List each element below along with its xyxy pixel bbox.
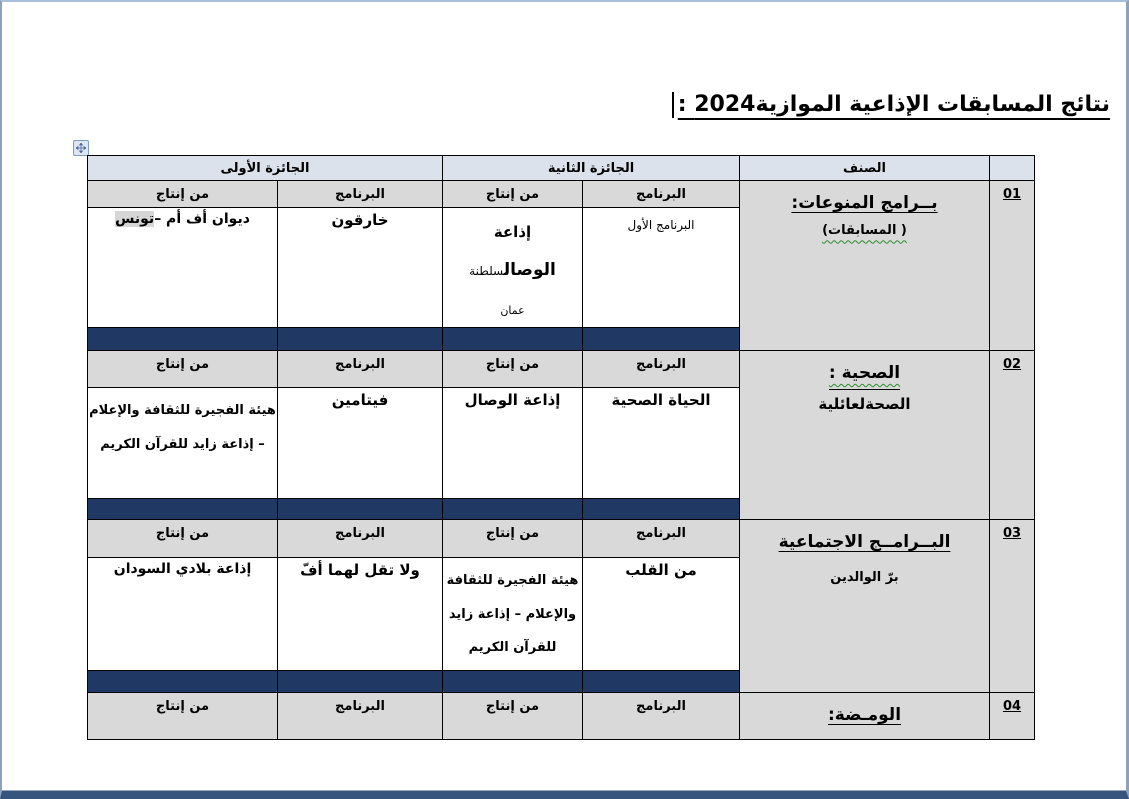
section-number: 01	[1002, 187, 1022, 202]
producer-label: من إنتاج	[443, 519, 583, 557]
program-label: البرنامج	[278, 181, 443, 208]
section-number-cell	[990, 692, 1035, 739]
category-title: الصحية :	[829, 357, 900, 390]
second-prize-producer: هيئة الفجيرة للثقافة والإعلام – إذاعة زايد للقرآن الكريم	[443, 557, 583, 670]
first-prize-header: الجائزة الأولى	[88, 156, 443, 181]
first-prize-producer	[88, 208, 278, 328]
second-prize-program: من القلب	[583, 557, 740, 670]
separator-cell	[443, 498, 583, 519]
sub-header-row	[88, 181, 1035, 208]
category-subtitle: ( المسابقات)	[822, 223, 907, 239]
separator-cell	[583, 327, 740, 350]
producer-label: من إنتاج	[443, 692, 583, 739]
category-cell	[740, 181, 990, 351]
sub-header-row	[88, 519, 1035, 557]
category-title: الومـضة:	[827, 704, 902, 725]
first-prize-program: فيتامين	[278, 387, 443, 498]
program-label: البرنامج	[583, 350, 740, 387]
category-header: الصنف	[740, 156, 990, 181]
producer-label: من إنتاج	[88, 350, 278, 387]
separator-cell	[278, 498, 443, 519]
producer-line: سلطنة	[469, 264, 504, 278]
producer-label: من إنتاج	[443, 181, 583, 208]
category-cell	[740, 692, 990, 739]
category-subtitle: برّ الوالدين	[830, 570, 899, 586]
second-prize-program: الحياة الصحية	[583, 387, 740, 498]
producer-label: من إنتاج	[88, 692, 278, 739]
section-number-cell	[990, 350, 1035, 519]
producer-line: الوصال	[503, 260, 556, 280]
separator-cell	[443, 670, 583, 692]
program-label: البرنامج	[278, 519, 443, 557]
separator-cell	[278, 327, 443, 350]
separator-cell	[443, 327, 583, 350]
first-prize-program: خارقون	[278, 208, 443, 328]
separator-cell	[88, 670, 278, 692]
program-label: البرنامج	[583, 692, 740, 739]
producer-label: من إنتاج	[88, 181, 278, 208]
category-title: بــرامج المنوعات:	[791, 193, 938, 213]
page-title-text: نتائج المسابقات الإذاعية الموازية2024 :	[677, 92, 1110, 117]
producer-label: من إنتاج	[443, 350, 583, 387]
first-prize-program: ولا تقل لهما أفّ	[278, 557, 443, 670]
first-prize-producer: هيئة الفجيرة للثقافة والإعلام – إذاعة زايد للقرآن الكريم	[88, 387, 278, 498]
four-arrows-icon	[76, 143, 86, 153]
producer-label: من إنتاج	[88, 519, 278, 557]
second-prize-header: الجائزة الثانية	[443, 156, 740, 181]
page-title	[672, 92, 1110, 118]
text-cursor-caret	[672, 92, 674, 118]
section-number: 04	[1002, 698, 1022, 714]
producer-line: إذاعة	[493, 223, 532, 241]
producer-highlighted-word: تونس	[115, 211, 155, 227]
section-number: 02	[1002, 356, 1022, 372]
sub-header-row	[88, 350, 1035, 387]
section-number-cell	[990, 181, 1035, 351]
table-header-row	[88, 156, 1035, 181]
category-title: البــرامــج الاجتماعية	[778, 531, 951, 552]
num-header-cell	[990, 156, 1035, 181]
program-label: البرنامج	[278, 350, 443, 387]
category-cell	[740, 350, 990, 519]
second-prize-producer	[443, 208, 583, 328]
second-prize-producer: إذاعة الوصال	[443, 387, 583, 498]
category-subtitle: الصحةلعائلية	[818, 395, 911, 414]
program-label: البرنامج	[583, 519, 740, 557]
program-label: البرنامج	[278, 692, 443, 739]
category-cell	[740, 519, 990, 692]
separator-cell	[583, 498, 740, 519]
results-table	[87, 155, 1035, 740]
separator-cell	[583, 670, 740, 692]
second-prize-program: البرنامج الأول	[583, 208, 740, 328]
separator-cell	[88, 498, 278, 519]
section-number-cell	[990, 519, 1035, 692]
separator-cell	[278, 670, 443, 692]
program-label: البرنامج	[583, 181, 740, 208]
first-prize-producer: إذاعة بلادي السودان	[88, 557, 278, 670]
section-number: 03	[1002, 525, 1022, 541]
table-move-handle-icon[interactable]	[73, 140, 89, 156]
producer-line: عمان	[500, 303, 525, 317]
separator-cell	[88, 327, 278, 350]
producer-text: ديوان أف أم –	[154, 211, 250, 227]
sub-header-row	[88, 692, 1035, 739]
